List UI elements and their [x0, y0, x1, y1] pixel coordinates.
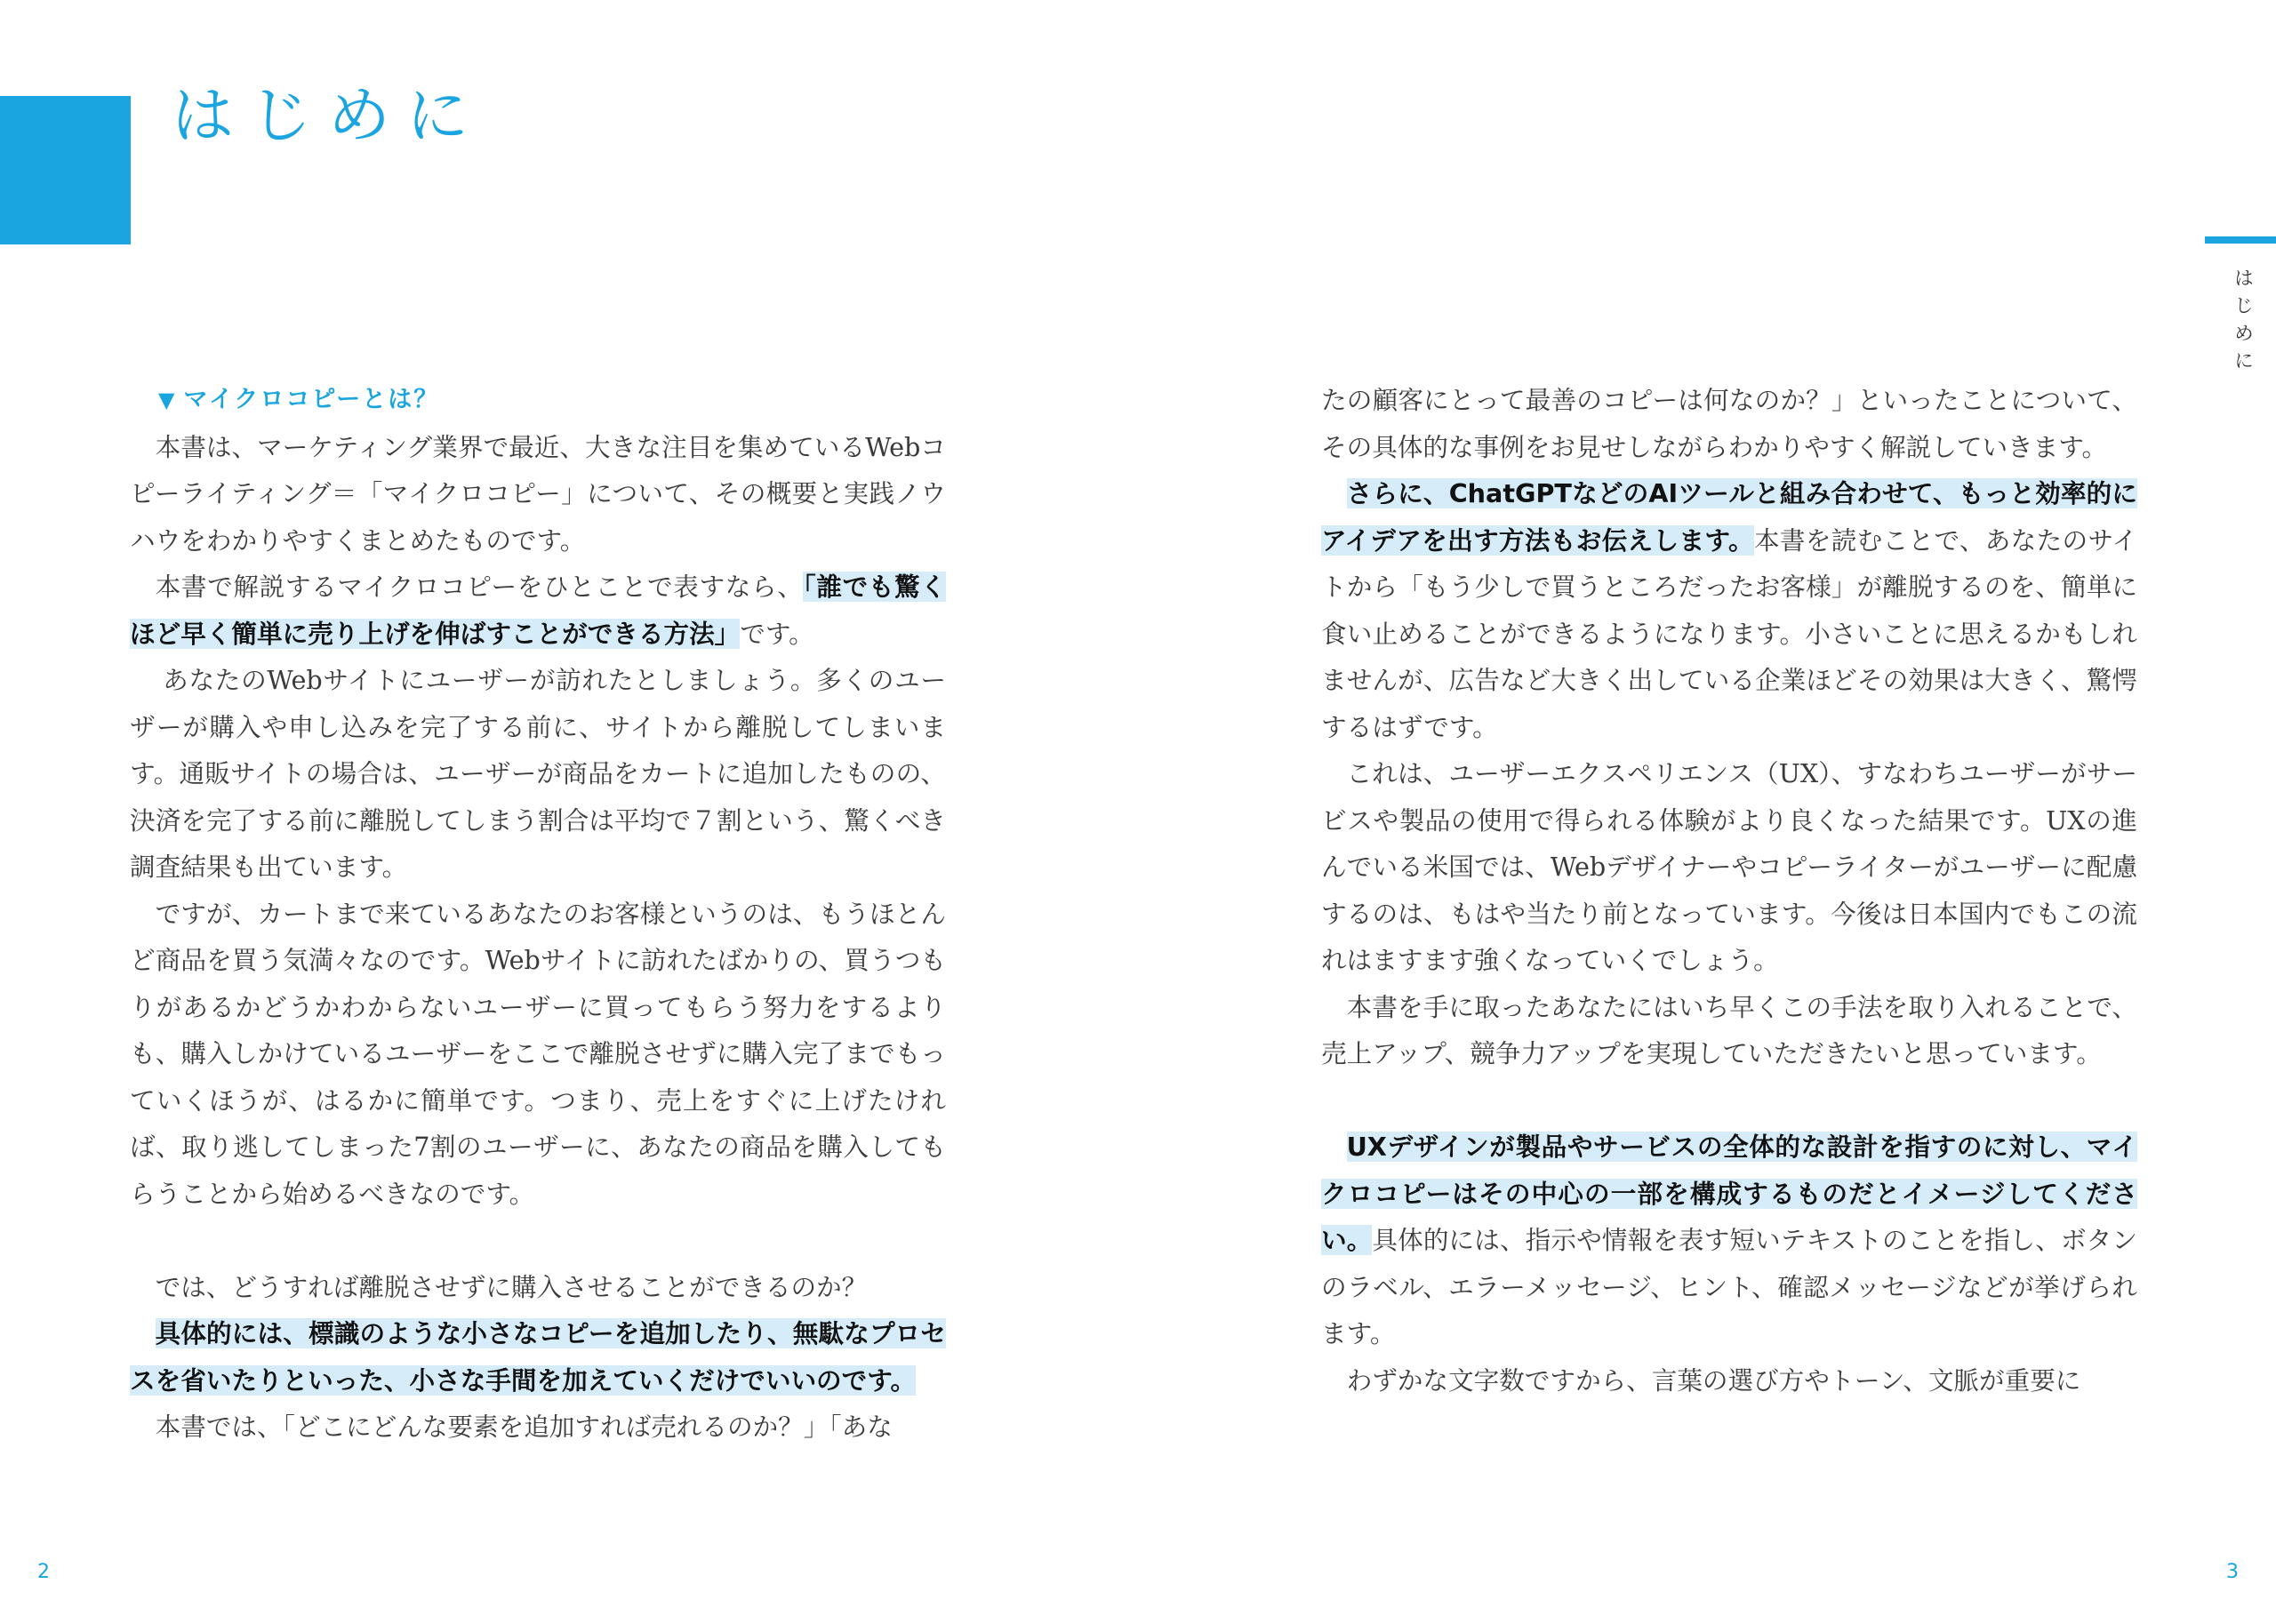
- side-tab-rule: [2205, 236, 2276, 244]
- highlighted-text: 具体的には、標識のような小さなコピーを追加したり、無駄なプロセスを省いたりといった、小さな手間を加えていくだけでいいのです。: [130, 1318, 946, 1396]
- paragraph-text: 本書を読むことで、あなたのサイトから「もう少しで買うところだったお客様」が離脱するのを、簡単に食い止めることができるようになります。小さいことに思えるかもしれませんが、広告など大きく出している企業ほどその効果は大きく、驚愕するはずです。: [1321, 524, 2137, 742]
- paragraph-gap: [130, 1217, 946, 1264]
- paragraph-text: 具体的には、指示や情報を表す短いテキストのことを指し、ボタンのラベル、エラーメッセージ、ヒント、確認メッセージなどが挙げられます。: [1321, 1225, 2137, 1348]
- paragraph: たの顧客にとって最善のコピーは何なのか？」といったことについて、その具体的な事例をお見せしながらわかりやすく解説していきます。: [1321, 385, 2137, 462]
- paragraph: ですが、カートまで来ているあなたのお客様というのは、もうほとんど商品を買う気満々なのです。Webサイトに訪れたばかりの、買うつもりがあるかどうかわからないユーザーに買ってもらう努力をするよりも、購入しかけているユーザーをここで離脱させずに購入完了までもっていくほうが、はるかに簡単です。つまり、売上をすぐに上げたければ、取り逃してしまった7割のユーザーに、あなたの商品を購入してもらうことから始めるべきなのです。: [130, 898, 946, 1209]
- page-number-right: 3: [2226, 1561, 2239, 1583]
- paragraph-text: 本書で解説するマイクロコピーをひとことで表すなら、: [155, 572, 804, 602]
- paragraph: [1321, 470, 2137, 750]
- highlighted-text: さらに、ChatGPTなどのAIツールと組み合わせて、もっと効率的にアイデアを出す方法もお伝えします。: [1321, 478, 2137, 556]
- left-page-body: [130, 377, 946, 1515]
- right-page-body: [1321, 377, 2137, 1515]
- side-tab-char: は: [2234, 268, 2254, 289]
- chapter-accent-block: [0, 96, 131, 244]
- paragraph: 本書は、マーケティング業界で最近、大きな注目を集めているWebコピーライティング＝「マイクロコピー」について、その概要と実践ノウハウをわかりやすくまとめたものです。: [130, 431, 946, 556]
- section-heading-text: マイクロコピーとは？: [183, 386, 440, 413]
- section-heading: [130, 377, 946, 424]
- side-tab-char: じ: [2234, 295, 2254, 316]
- paragraph: [1321, 1124, 2137, 1357]
- paragraph: わずかな文字数ですから、言葉の選び方やトーン、文脈が重要に: [1346, 1364, 2081, 1396]
- paragraph: 本書を手に取ったあなたにはいち早くこの手法を取り入れることで、売上アップ、競争力アップを実現していただきたいと思っています。: [1321, 991, 2137, 1068]
- page-number-left: 2: [37, 1561, 50, 1583]
- side-tab-char: に: [2234, 350, 2254, 372]
- paragraph: これは、ユーザーエクスペリエンス（UX）、すなわちユーザーがサービスや製品の使用で得られる体験がより良くなった結果です。UXの進んでいる米国では、Webデザイナーやコピーライターがユーザーに配慮するのは、もはや当たり前となっています。今後は日本国内でもこの流れはますます強くなっていくでしょう。: [1321, 758, 2137, 975]
- side-chapter-tab: [2226, 265, 2262, 375]
- paragraph: [130, 564, 946, 657]
- paragraph: では、どうすれば離脱させずに購入させることができるのか？: [155, 1271, 868, 1302]
- paragraph: [130, 1310, 946, 1404]
- highlighted-text: UXデザインが製品やサービスの全体的な設計を指すのに対し、マイクロコピーはその中心の一部を構成するものだとイメージしてください。: [1321, 1132, 2137, 1255]
- paragraph: 本書では、「どこにどんな要素を追加すれば売れるのか？」「あな: [155, 1412, 893, 1442]
- paragraph-gap: [1321, 1077, 2137, 1124]
- highlighted-text: 「誰でも驚くほど早く簡単に売り上げを伸ばすことができる方法」: [130, 572, 946, 649]
- side-tab-char: め: [2234, 323, 2254, 344]
- paragraph-text: です。: [740, 618, 814, 649]
- triangle-down-icon: ▼: [158, 388, 177, 412]
- chapter-title: はじめに: [172, 79, 485, 152]
- paragraph: あなたのWebサイトにユーザーが訪れたとしましょう。多くのユーザーが購入や申し込みを完了する前に、サイトから離脱してしまいます。通販サイトの場合は、ユーザーが商品をカートに追加したものの、決済を完了する前に離脱してしまう割合は平均で７割という、驚くべき調査結果も出ています。: [130, 665, 946, 882]
